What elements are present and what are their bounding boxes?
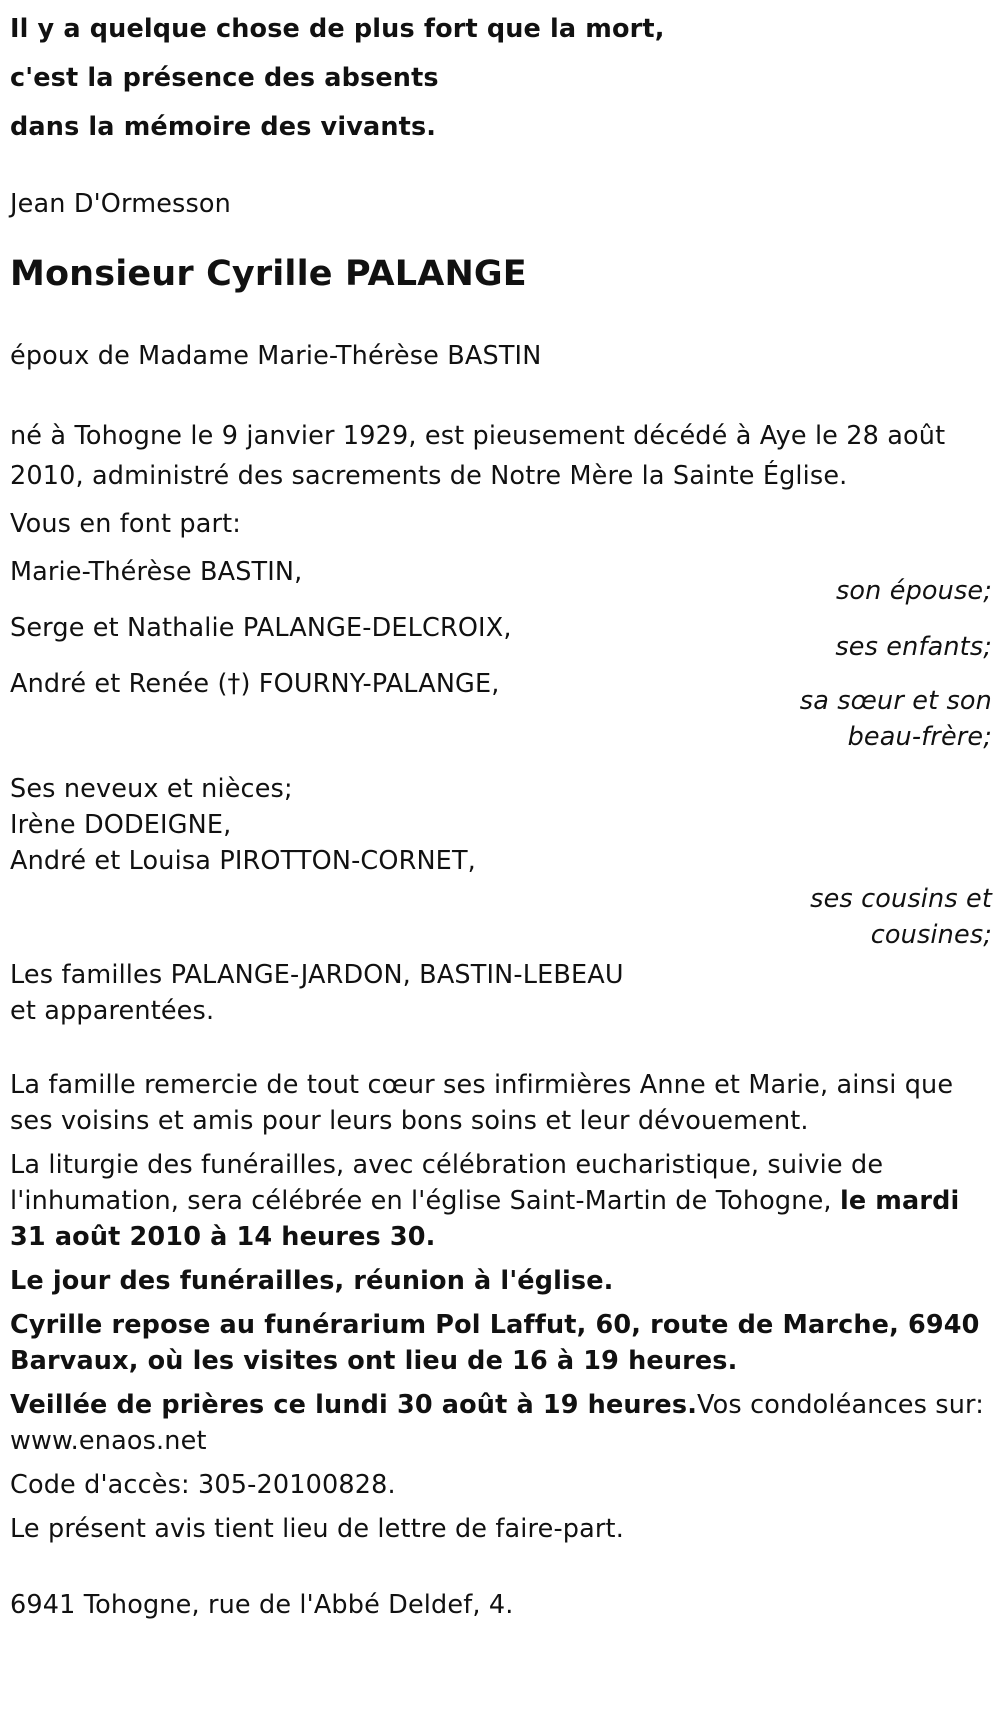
quote-line: c'est la présence des absents (10, 63, 439, 93)
spouse-line: époux de Madame Marie-Thérèse BASTIN (10, 341, 542, 371)
family-role: sa sœur et son beau-frère; (799, 686, 992, 752)
liturgy-date: le mardi 31 août 2010 à 14 heures 30. (10, 1186, 960, 1252)
family-entry (10, 608, 992, 667)
family-entry (10, 664, 992, 755)
quote-line: Il y a quelque chose de plus fort que la mort, (10, 14, 665, 44)
vigil-paragraph (10, 1387, 992, 1459)
epigraph-quote (10, 5, 992, 152)
thanks-paragraph: La famille remercie de tout cœur ses infirmières Anne et Marie, ainsi que ses voisins et amis pour leurs bons soins et leur dévouement. (10, 1070, 954, 1136)
families-line: et apparentées. (10, 996, 215, 1026)
vigil-text: Veillée de prières ce lundi 30 août à 19 heures. (10, 1390, 698, 1420)
deceased-name: Monsieur Cyrille PALANGE (10, 254, 527, 294)
meeting-line: Le jour des funérailles, réunion à l'église. (10, 1266, 614, 1296)
family-entry (10, 552, 992, 611)
condolences-text: Vos condoléances sur: www.enaos.net (10, 1390, 984, 1456)
family-role: son épouse; (835, 576, 992, 606)
announce-line: Vous en font part: (10, 509, 242, 539)
nephews-line: André et Louisa PIROTTON-CORNET, (10, 846, 476, 876)
liturgy-text: La liturgie des funérailles, avec célébration eucharistique, suivie de l'inhumation, sera célébrée en l'église Saint-Martin de Tohogne, (10, 1150, 884, 1216)
notice-line: Le présent avis tient lieu de lettre de faire-part. (10, 1514, 624, 1544)
quote-author: Jean D'Ormesson (10, 189, 231, 219)
nephews-line: Ses neveux et nièces; (10, 774, 293, 804)
nephews-line: Irène DODEIGNE, (10, 810, 232, 840)
liturgy-paragraph (10, 1147, 992, 1255)
family-role: ses enfants; (835, 632, 992, 662)
families-block (10, 957, 992, 1029)
families-line: Les familles PALANGE-JARDON, BASTIN-LEBEAU (10, 960, 624, 990)
quote-line: dans la mémoire des vivants. (10, 112, 437, 142)
funerarium-paragraph: Cyrille repose au funérarium Pol Laffut, 60, route de Marche, 6940 Barvaux, où les visites ont lieu de 16 à 19 heures. (10, 1310, 980, 1376)
family-names: André et Renée (†) FOURNY-PALANGE, (10, 669, 500, 699)
nephews-role: ses cousins et cousines; (810, 884, 992, 950)
nephews-block (10, 771, 992, 953)
address-line: 6941 Tohogne, rue de l'Abbé Deldef, 4. (10, 1590, 514, 1620)
obituary-notice (10, 0, 992, 1623)
family-names: Serge et Nathalie PALANGE-DELCROIX, (10, 613, 512, 643)
birth-death-text: né à Tohogne le 9 janvier 1929, est pieusement décédé à Aye le 28 août 2010, administré des sacrements de Notre Mère la Sainte Église. (10, 421, 946, 491)
family-names: Marie-Thérèse BASTIN, (10, 557, 303, 587)
access-code: Code d'accès: 305-20100828. (10, 1470, 396, 1500)
